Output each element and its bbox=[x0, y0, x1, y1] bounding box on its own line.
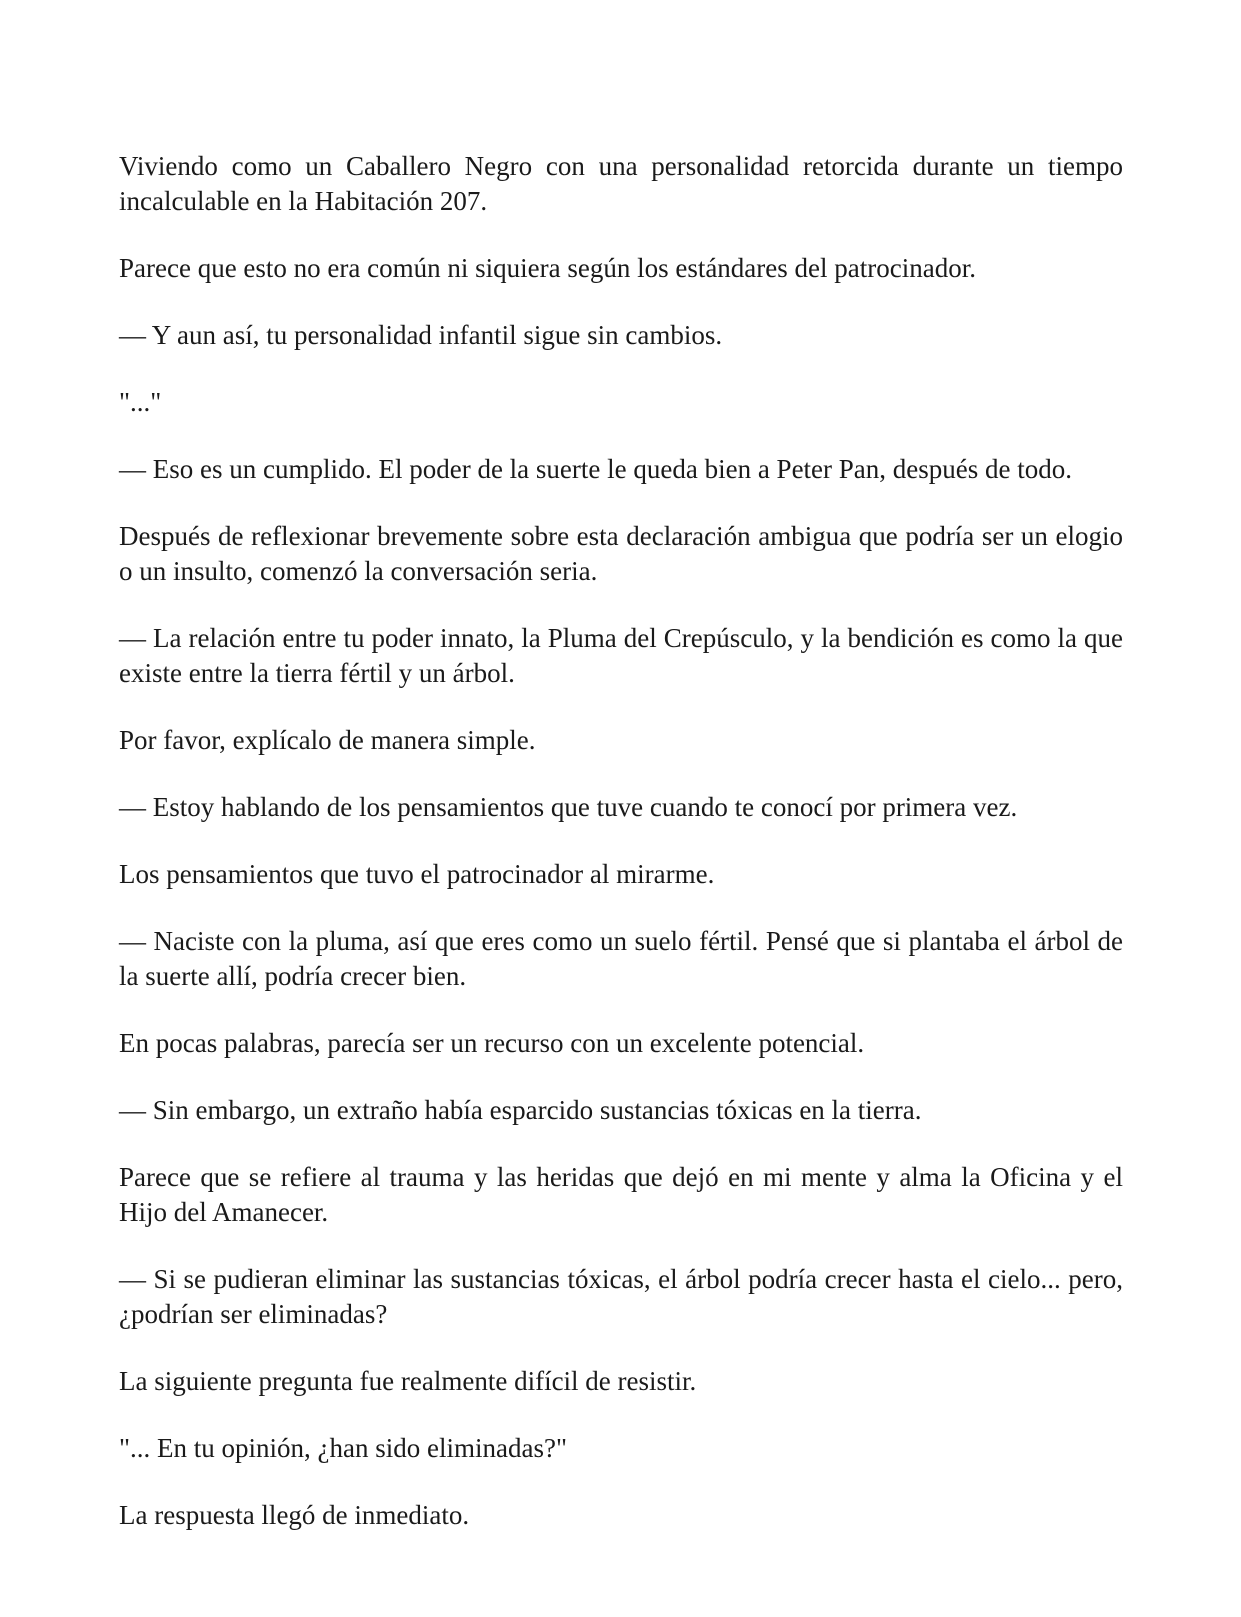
document-body bbox=[119, 149, 1123, 1565]
paragraph: — Eso es un cumplido. El poder de la suerte le queda bien a Peter Pan, después de todo. bbox=[119, 454, 1073, 484]
paragraph: — Estoy hablando de los pensamientos que tuve cuando te conocí por primera vez. bbox=[119, 792, 1018, 822]
paragraph: La siguiente pregunta fue realmente difícil de resistir. bbox=[119, 1366, 697, 1396]
paragraph: La respuesta llegó de inmediato. bbox=[119, 1500, 470, 1530]
paragraph: Los pensamientos que tuvo el patrocinador al mirarme. bbox=[119, 859, 715, 889]
paragraph: Parece que se refiere al trauma y las heridas que dejó en mi mente y alma la Oficina y el Hijo del Amanecer. bbox=[119, 1162, 1123, 1227]
paragraph: — Y aun así, tu personalidad infantil sigue sin cambios. bbox=[119, 320, 723, 350]
paragraph: — Si se pudieran eliminar las sustancias tóxicas, el árbol podría crecer hasta el cielo... pero, ¿podrían ser eliminadas? bbox=[119, 1264, 1123, 1329]
paragraph: — La relación entre tu poder innato, la Pluma del Crepúsculo, y la bendición es como la que existe entre la tierra fértil y un árbol. bbox=[119, 623, 1123, 688]
paragraph: Después de reflexionar brevemente sobre esta declaración ambigua que podría ser un elogio o un insulto, comenzó la conversación seria. bbox=[119, 521, 1123, 586]
paragraph: Parece que esto no era común ni siquiera según los estándares del patrocinador. bbox=[119, 253, 976, 283]
paragraph: "..." bbox=[119, 387, 162, 417]
paragraph: Viviendo como un Caballero Negro con una personalidad retorcida durante un tiempo incalculable en la Habitación 207. bbox=[119, 151, 1123, 216]
paragraph: — Sin embargo, un extraño había esparcido sustancias tóxicas en la tierra. bbox=[119, 1095, 922, 1125]
paragraph: Por favor, explícalo de manera simple. bbox=[119, 725, 536, 755]
paragraph: En pocas palabras, parecía ser un recurso con un excelente potencial. bbox=[119, 1028, 865, 1058]
paragraph: — Naciste con la pluma, así que eres como un suelo fértil. Pensé que si plantaba el árbol de la suerte allí, podría crecer bien. bbox=[119, 926, 1123, 991]
paragraph: "... En tu opinión, ¿han sido eliminadas?" bbox=[119, 1433, 567, 1463]
